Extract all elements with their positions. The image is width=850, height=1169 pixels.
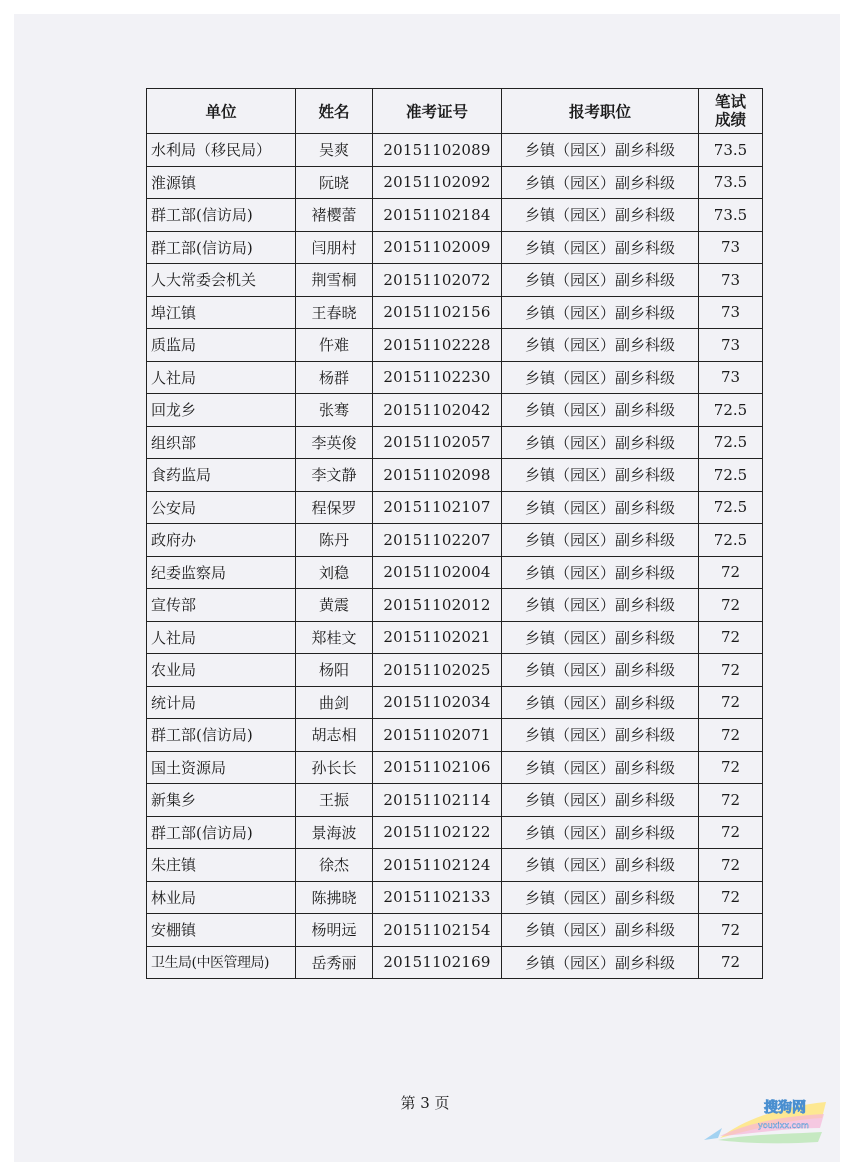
cell-score: 73.5 [699,134,763,167]
cell-name: 景海波 [296,816,373,849]
cell-name: 程保罗 [296,491,373,524]
cell-name: 陈拂晓 [296,881,373,914]
table-row [147,134,763,167]
cell-ticket: 20151102071 [373,719,502,752]
cell-position: 乡镇（园区）副乡科级 [502,134,699,167]
cell-position: 乡镇（园区）副乡科级 [502,329,699,362]
cell-score: 72 [699,686,763,719]
table-row [147,556,763,589]
table-row [147,881,763,914]
header-name: 姓名 [296,89,373,134]
header-score-line1: 笔试 [714,92,746,111]
cell-position: 乡镇（园区）副乡科级 [502,686,699,719]
cell-score: 73 [699,361,763,394]
cell-name: 陈丹 [296,524,373,557]
cell-position: 乡镇（园区）副乡科级 [502,459,699,492]
cell-unit: 质监局 [147,329,296,362]
cell-ticket: 20151102057 [373,426,502,459]
cell-score: 72.5 [699,426,763,459]
cell-position: 乡镇（园区）副乡科级 [502,231,699,264]
cell-score: 72.5 [699,491,763,524]
cell-ticket: 20151102114 [373,784,502,817]
cell-position: 乡镇（园区）副乡科级 [502,751,699,784]
cell-unit: 政府办 [147,524,296,557]
cell-ticket: 20151102169 [373,946,502,979]
table-row [147,329,763,362]
cell-unit: 食药监局 [147,459,296,492]
table-row [147,589,763,622]
table-row [147,849,763,882]
cell-score: 73.5 [699,199,763,232]
cell-score: 72 [699,816,763,849]
cell-name: 胡志相 [296,719,373,752]
cell-position: 乡镇（园区）副乡科级 [502,394,699,427]
table-row [147,459,763,492]
cell-ticket: 20151102025 [373,654,502,687]
cell-ticket: 20151102207 [373,524,502,557]
cell-unit: 水利局（移民局） [147,134,296,167]
table-row [147,394,763,427]
cell-position: 乡镇（园区）副乡科级 [502,199,699,232]
cell-name: 杨群 [296,361,373,394]
cell-score: 72.5 [699,524,763,557]
cell-score: 72 [699,946,763,979]
cell-score: 72 [699,784,763,817]
svg-text:搜狗网: 搜狗网 [764,1100,806,1116]
cell-position: 乡镇（园区）副乡科级 [502,621,699,654]
cell-score: 72 [699,654,763,687]
cell-position: 乡镇（园区）副乡科级 [502,784,699,817]
cell-score: 73.5 [699,166,763,199]
cell-score: 73 [699,264,763,297]
cell-unit: 组织部 [147,426,296,459]
table-row [147,166,763,199]
cell-name: 荆雪桐 [296,264,373,297]
cell-ticket: 20151102228 [373,329,502,362]
cell-position: 乡镇（园区）副乡科级 [502,166,699,199]
cell-unit: 纪委监察局 [147,556,296,589]
cell-ticket: 20151102106 [373,751,502,784]
cell-ticket: 20151102184 [373,199,502,232]
cell-position: 乡镇（园区）副乡科级 [502,491,699,524]
cell-ticket: 20151102124 [373,849,502,882]
cell-position: 乡镇（园区）副乡科级 [502,946,699,979]
svg-text:youxixx.com: youxixx.com [758,1121,809,1130]
cell-unit: 人大常委会机关 [147,264,296,297]
cell-unit: 埠江镇 [147,296,296,329]
cell-position: 乡镇（园区）副乡科级 [502,816,699,849]
cell-unit: 统计局 [147,686,296,719]
cell-position: 乡镇（园区）副乡科级 [502,914,699,947]
table-row [147,264,763,297]
header-unit: 单位 [147,89,296,134]
cell-name: 黄震 [296,589,373,622]
cell-ticket: 20151102012 [373,589,502,622]
header-score [699,89,763,134]
cell-score: 72 [699,621,763,654]
cell-ticket: 20151102122 [373,816,502,849]
cell-name: 王振 [296,784,373,817]
table-row [147,784,763,817]
cell-unit: 回龙乡 [147,394,296,427]
table-row [147,816,763,849]
cell-position: 乡镇（园区）副乡科级 [502,654,699,687]
cell-ticket: 20151102009 [373,231,502,264]
cell-ticket: 20151102034 [373,686,502,719]
cell-unit: 宣传部 [147,589,296,622]
table-row [147,914,763,947]
watermark-logo-icon [700,1078,830,1148]
cell-unit: 群工部(信访局) [147,816,296,849]
cell-name: 岳秀丽 [296,946,373,979]
cell-position: 乡镇（园区）副乡科级 [502,719,699,752]
cell-score: 72 [699,881,763,914]
table-row [147,946,763,979]
table-row [147,491,763,524]
table-row [147,686,763,719]
cell-score: 72 [699,751,763,784]
cell-position: 乡镇（园区）副乡科级 [502,524,699,557]
cell-score: 73 [699,231,763,264]
cell-position: 乡镇（园区）副乡科级 [502,361,699,394]
cell-unit: 人社局 [147,361,296,394]
cell-name: 孙长长 [296,751,373,784]
cell-ticket: 20151102154 [373,914,502,947]
cell-ticket: 20151102098 [373,459,502,492]
table-header-row [147,89,763,134]
cell-position: 乡镇（园区）副乡科级 [502,556,699,589]
cell-ticket: 20151102021 [373,621,502,654]
table-row [147,426,763,459]
cell-ticket: 20151102230 [373,361,502,394]
table-row [147,524,763,557]
cell-name: 仵难 [296,329,373,362]
cell-unit: 卫生局(中医管理局) [147,946,296,979]
cell-ticket: 20151102004 [373,556,502,589]
score-table [146,88,763,979]
table-body [147,134,763,979]
cell-ticket: 20151102156 [373,296,502,329]
cell-name: 张骞 [296,394,373,427]
cell-name: 王春晓 [296,296,373,329]
cell-position: 乡镇（园区）副乡科级 [502,881,699,914]
cell-name: 杨阳 [296,654,373,687]
cell-unit: 朱庄镇 [147,849,296,882]
cell-position: 乡镇（园区）副乡科级 [502,264,699,297]
cell-unit: 群工部(信访局) [147,719,296,752]
cell-unit: 新集乡 [147,784,296,817]
cell-score: 72.5 [699,459,763,492]
cell-name: 闫朋村 [296,231,373,264]
header-position: 报考职位 [502,89,699,134]
cell-name: 吴爽 [296,134,373,167]
cell-name: 李英俊 [296,426,373,459]
cell-name: 李文静 [296,459,373,492]
cell-ticket: 20151102133 [373,881,502,914]
cell-name: 杨明远 [296,914,373,947]
cell-ticket: 20151102072 [373,264,502,297]
cell-name: 曲剑 [296,686,373,719]
cell-score: 72 [699,589,763,622]
header-ticket: 准考证号 [373,89,502,134]
cell-ticket: 20151102042 [373,394,502,427]
cell-unit: 林业局 [147,881,296,914]
header-score-line2: 成绩 [714,110,746,129]
cell-unit: 农业局 [147,654,296,687]
table-row [147,199,763,232]
cell-position: 乡镇（园区）副乡科级 [502,426,699,459]
cell-position: 乡镇（园区）副乡科级 [502,849,699,882]
cell-score: 72 [699,719,763,752]
table-row [147,654,763,687]
table-row [147,719,763,752]
cell-unit: 公安局 [147,491,296,524]
cell-score: 72 [699,914,763,947]
table-row [147,296,763,329]
table-row [147,361,763,394]
cell-score: 72 [699,849,763,882]
cell-score: 73 [699,296,763,329]
cell-ticket: 20151102092 [373,166,502,199]
cell-name: 褚樱蕾 [296,199,373,232]
table-row [147,231,763,264]
cell-score: 72.5 [699,394,763,427]
cell-unit: 人社局 [147,621,296,654]
cell-name: 阮晓 [296,166,373,199]
cell-ticket: 20151102089 [373,134,502,167]
cell-score: 73 [699,329,763,362]
cell-unit: 淮源镇 [147,166,296,199]
cell-unit: 群工部(信访局) [147,231,296,264]
cell-name: 郑桂文 [296,621,373,654]
cell-position: 乡镇（园区）副乡科级 [502,589,699,622]
table-row [147,751,763,784]
cell-name: 徐杰 [296,849,373,882]
cell-unit: 安棚镇 [147,914,296,947]
cell-position: 乡镇（园区）副乡科级 [502,296,699,329]
cell-score: 72 [699,556,763,589]
cell-unit: 群工部(信访局) [147,199,296,232]
cell-name: 刘稳 [296,556,373,589]
cell-ticket: 20151102107 [373,491,502,524]
page-number: 第 3 页 [400,1094,450,1112]
cell-unit: 国土资源局 [147,751,296,784]
table-row [147,621,763,654]
